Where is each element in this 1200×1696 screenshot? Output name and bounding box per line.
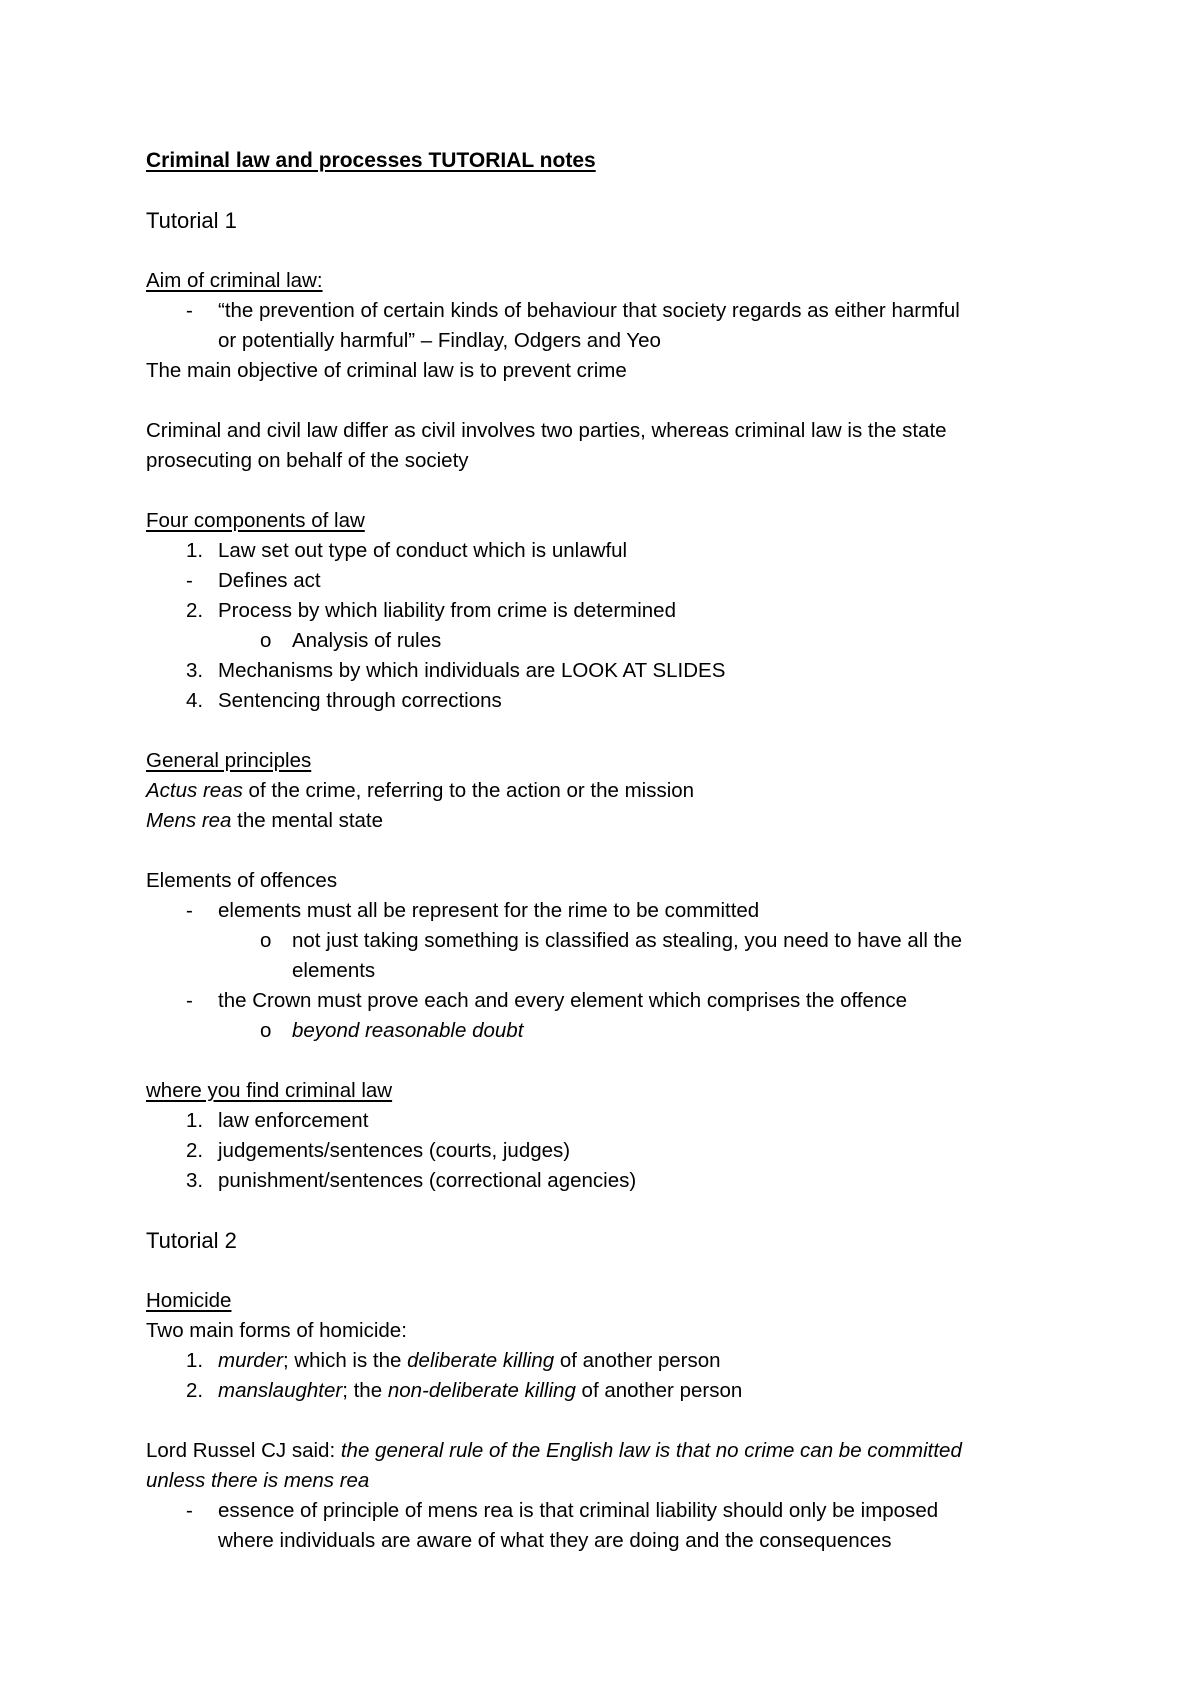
list-item [146, 1346, 1066, 1376]
component-3-text: Mechanisms by which individuals are LOOK AT SLIDES [218, 659, 726, 682]
list-item [146, 566, 1066, 596]
non-deliberate-killing-term: non-deliberate killing [387, 1379, 576, 1402]
dash-marker: - [186, 1499, 193, 1522]
mens-rea-term: Mens rea [146, 809, 232, 832]
component-2-text: Process by which liability from crime is determined [218, 599, 676, 622]
essence-line-2: where individuals are aware of what they are doing and the consequences [218, 1529, 892, 1552]
essence-line-1: essence of principle of mens rea is that criminal liability should only be imposed [218, 1499, 939, 1522]
component-1-sub-text: Defines act [218, 569, 321, 592]
murder-mid: ; which is the [282, 1349, 408, 1372]
bullet-marker: o [260, 929, 272, 952]
bullet-marker: o [260, 1019, 272, 1042]
component-4-text: Sentencing through corrections [218, 689, 502, 712]
main-objective-text: The main objective of criminal law is to prevent crime [146, 359, 627, 382]
number-marker: 3. [186, 1169, 204, 1192]
four-components-heading: Four components of law [146, 509, 365, 532]
murder-term: murder [218, 1349, 283, 1372]
two-forms-text: Two main forms of homicide: [146, 1319, 407, 1342]
list-item [146, 896, 1066, 926]
manslaughter-end: of another person [575, 1379, 743, 1402]
mens-rea-line [146, 806, 1066, 836]
list-item [146, 536, 1066, 566]
number-marker: 1. [186, 539, 204, 562]
dash-marker: - [186, 569, 193, 592]
civil-criminal-line-1: Criminal and civil law differ as civil involves two parties, whereas criminal law is the state [146, 419, 947, 442]
list-item [146, 626, 1066, 656]
list-item [146, 986, 1066, 1016]
number-marker: 2. [186, 1139, 204, 1162]
russel-quote-line-1 [146, 1436, 1066, 1466]
manslaughter-mid: ; the [342, 1379, 388, 1402]
murder-end: of another person [554, 1349, 721, 1372]
number-marker: 2. [186, 599, 204, 622]
element-1-sub-line-1: not just taking something is classified as stealing, you need to have all the [292, 929, 963, 952]
list-item [146, 596, 1066, 626]
dash-marker: - [186, 899, 193, 922]
russel-quote-2: unless there is mens rea [146, 1469, 370, 1492]
tutorial-1-heading: Tutorial 1 [146, 208, 237, 233]
element-1-text: elements must all be represent for the rime to be committed [218, 899, 760, 922]
element-1-sub-line-2: elements [292, 959, 376, 982]
aim-heading: Aim of criminal law: [146, 269, 323, 292]
manslaughter-term: manslaughter [218, 1379, 343, 1402]
document-body [146, 146, 1066, 1556]
document-title: Criminal law and processes TUTORIAL notes [146, 149, 596, 172]
list-item [146, 1496, 1066, 1526]
list-item [146, 1166, 1066, 1196]
list-item [146, 1016, 1066, 1046]
element-2-text: the Crown must prove each and every element which comprises the offence [218, 989, 908, 1012]
dash-marker: - [186, 989, 193, 1012]
list-item [146, 1106, 1066, 1136]
list-item [146, 1376, 1066, 1406]
general-principles-heading: General principles [146, 749, 312, 772]
where-2-text: judgements/sentences (courts, judges) [218, 1139, 571, 1162]
list-item [146, 1136, 1066, 1166]
number-marker: 2. [186, 1379, 204, 1402]
homicide-heading: Homicide [146, 1289, 232, 1312]
russel-quote-line-2 [146, 1466, 1066, 1496]
number-marker: 1. [186, 1349, 204, 1372]
dash-marker: - [186, 299, 193, 322]
russel-quote-1: the general rule of the English law is that no crime can be committed [340, 1439, 962, 1462]
actus-reus-term: Actus reas [146, 779, 243, 802]
where-heading: where you find criminal law [146, 1079, 393, 1102]
component-1-text: Law set out type of conduct which is unlawful [218, 539, 628, 562]
mens-rea-text: the mental state [231, 809, 384, 832]
russel-lead: Lord Russel CJ said: [146, 1439, 341, 1462]
number-marker: 4. [186, 689, 204, 712]
list-item [146, 656, 1066, 686]
list-item [146, 926, 1066, 956]
aim-quote-line-2: or potentially harmful” – Findlay, Odgers and Yeo [218, 329, 661, 352]
number-marker: 1. [186, 1109, 204, 1132]
aim-quote-line-1: “the prevention of certain kinds of behaviour that society regards as either harmful [218, 299, 960, 322]
element-2-sub-text: beyond reasonable doubt [292, 1019, 524, 1042]
aim-quote-item [146, 296, 1066, 326]
actus-reus-text: of the crime, referring to the action or the mission [242, 779, 695, 802]
deliberate-killing-term: deliberate killing [407, 1349, 555, 1372]
list-item [146, 686, 1066, 716]
number-marker: 3. [186, 659, 204, 682]
where-3-text: punishment/sentences (correctional agencies) [218, 1169, 637, 1192]
elements-heading: Elements of offences [146, 869, 338, 892]
where-1-text: law enforcement [218, 1109, 369, 1132]
actus-reus-line [146, 776, 1066, 806]
component-2-sub-text: Analysis of rules [292, 629, 442, 652]
civil-criminal-line-2: prosecuting on behalf of the society [146, 449, 469, 472]
tutorial-2-heading: Tutorial 2 [146, 1228, 237, 1253]
bullet-marker: o [260, 629, 272, 652]
